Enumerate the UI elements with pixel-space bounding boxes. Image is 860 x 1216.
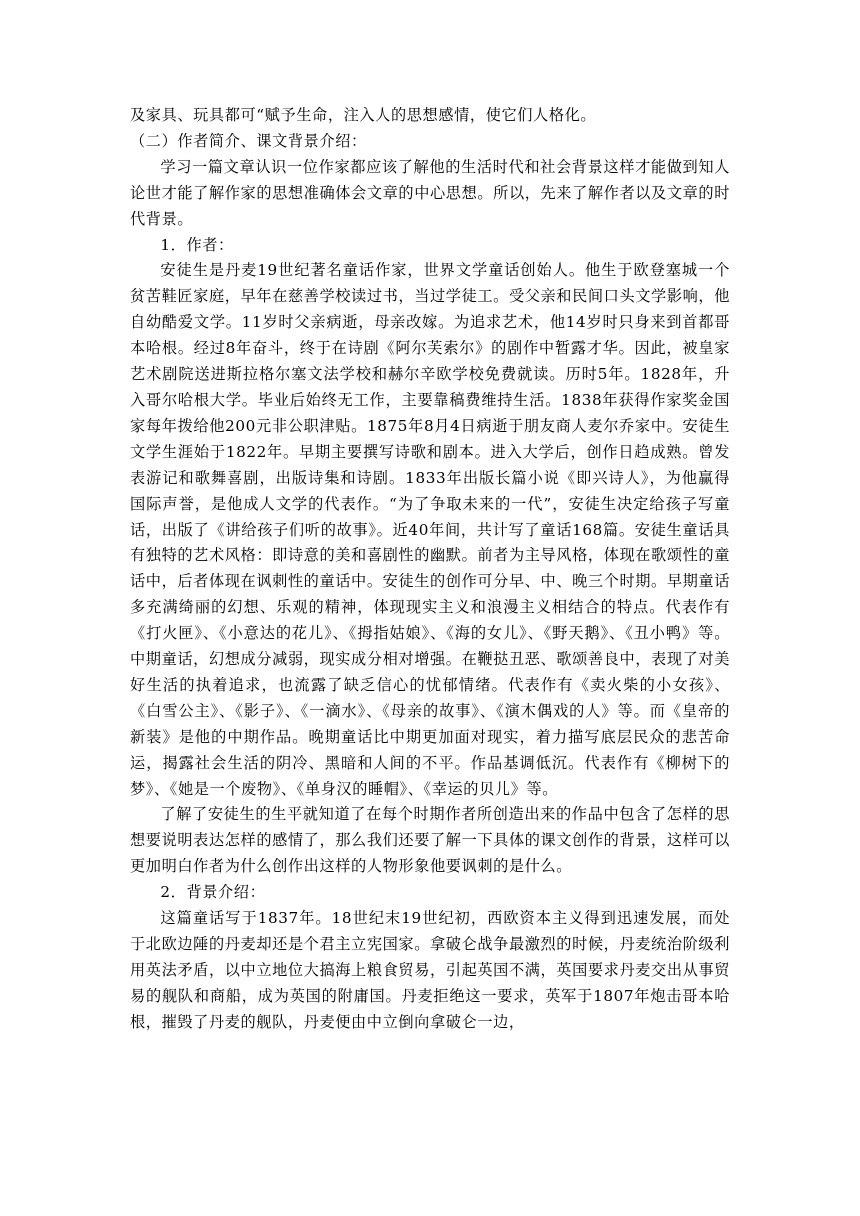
paragraph-transition: 了解了安徒生的生平就知道了在每个时期作者所创造出来的作品中包含了怎样的思想要说明表达怎样的感情了，那么我们还要了解一下具体的课文创作的背景，这样可以更加明白作者为什么创作出这样的人物形象他要讽刺的是什么。 <box>130 805 730 876</box>
section-heading-author-background: （二）作者简介、课文背景介绍： <box>130 131 367 150</box>
paragraph-andersen-biography: 安徒生是丹麦19世纪著名童话作家，世界文学童话创始人。他生于欧登塞城一个贫苦鞋匠家庭，早年在慈善学校读过书，当过学徒工。受父亲和民间口头文学影响，他自幼酷爱文学。11岁时父亲病逝，母亲改嫁。为追求艺术，他14岁时只身来到首都哥本哈根。经过8年奋斗，终于在诗剧《阿尔芙索尔》的剧作中暂露才华。因此，被皇家艺术剧院送进斯拉格尔塞文法学校和赫尔辛欧学校免费就读。历时5年。1828年，升入哥尔哈根大学。毕业后始终无工作，主要靠稿费维持生活。1838年获得作家奖金国家每年拨给他200元非公职津贴。1875年8月4日病逝于朋友商人麦尔乔家中。安徒生文学生涯始于1822年。早期主要撰写诗歌和剧本。进入大学后，创作日趋成熟。曾发表游记和歌舞喜剧，出版诗集和诗剧。1833年出版长篇小说《即兴诗人》，为他赢得国际声誉，是他成人文学的代表作。“为了争取未来的一代”，安徒生决定给孩子写童话，出版了《讲给孩子们听的故事》。近40年间，共计写了童话168篇。安徒生童话具有独特的艺术风格：即诗意的美和喜剧性的幽默。前者为主导风格，体现在歌颂性的童话中，后者体现在讽刺性的童话中。安徒生的创作可分早、中、晚三个时期。早期童话多充满绮丽的幻想、乐观的精神，体现现实主义和浪漫主义相结合的特点。代表作有《打火匣》、《小意达的花儿》、《拇指姑娘》、《海的女儿》、《野天鹅》、《丑小鸭》等。中期童话，幻想成分减弱，现实成分相对增强。在鞭挞丑恶、歌颂善良中，表现了对美好生活的执着追求，也流露了缺乏信心的忧郁情绪。代表作有《卖火柴的小女孩》、《白雪公主》、《影子》、《一滴水》、《母亲的故事》、《演木偶戏的人》等。而《皇帝的新装》是他的中期作品。晚期童话比中期更加面对现实，着力描写底层民众的悲苦命运，揭露社会生活的阴冷、黑暗和人间的不平。作品基调低沉。代表作有《柳树下的梦》、《她是一个废物》、《单身汉的睡帽》、《幸运的贝儿》等。 <box>130 261 730 798</box>
subheading-background: 2．背景介绍： <box>160 883 266 902</box>
subheading-author: 1．作者： <box>160 235 234 254</box>
paragraph-historical-background: 这篇童话写于1837年。18世纪末19世纪初，西欧资本主义得到迅速发展，而处于北欧边陲的丹麦却还是个君主立宪国家。拿破仑战争最激烈的时候，丹麦统治阶级利用英法矛盾，以中立地位大搞海上粮食贸易，引起英国不满，英国要求丹麦交出从事贸易的舰队和商船，成为英国的附庸国。丹麦拒绝这一要求，英军于1807年炮击哥本哈根，摧毁了丹麦的舰队，丹麦便由中立倒向拿破仑一边， <box>130 909 730 1031</box>
paragraph-why-learn-background: 学习一篇文章认识一位作家都应该了解他的生活时代和社会背景这样才能做到知人论世才能了解作家的思想准确体会文章的中心思想。所以，先来了解作者以及文章的时代背景。 <box>130 157 730 228</box>
paragraph-intro-continuation: 及家具、玩具都可“赋予生命，注入人的思想感情，使它们人格化。 <box>130 106 597 124</box>
document-page <box>130 103 730 1036</box>
